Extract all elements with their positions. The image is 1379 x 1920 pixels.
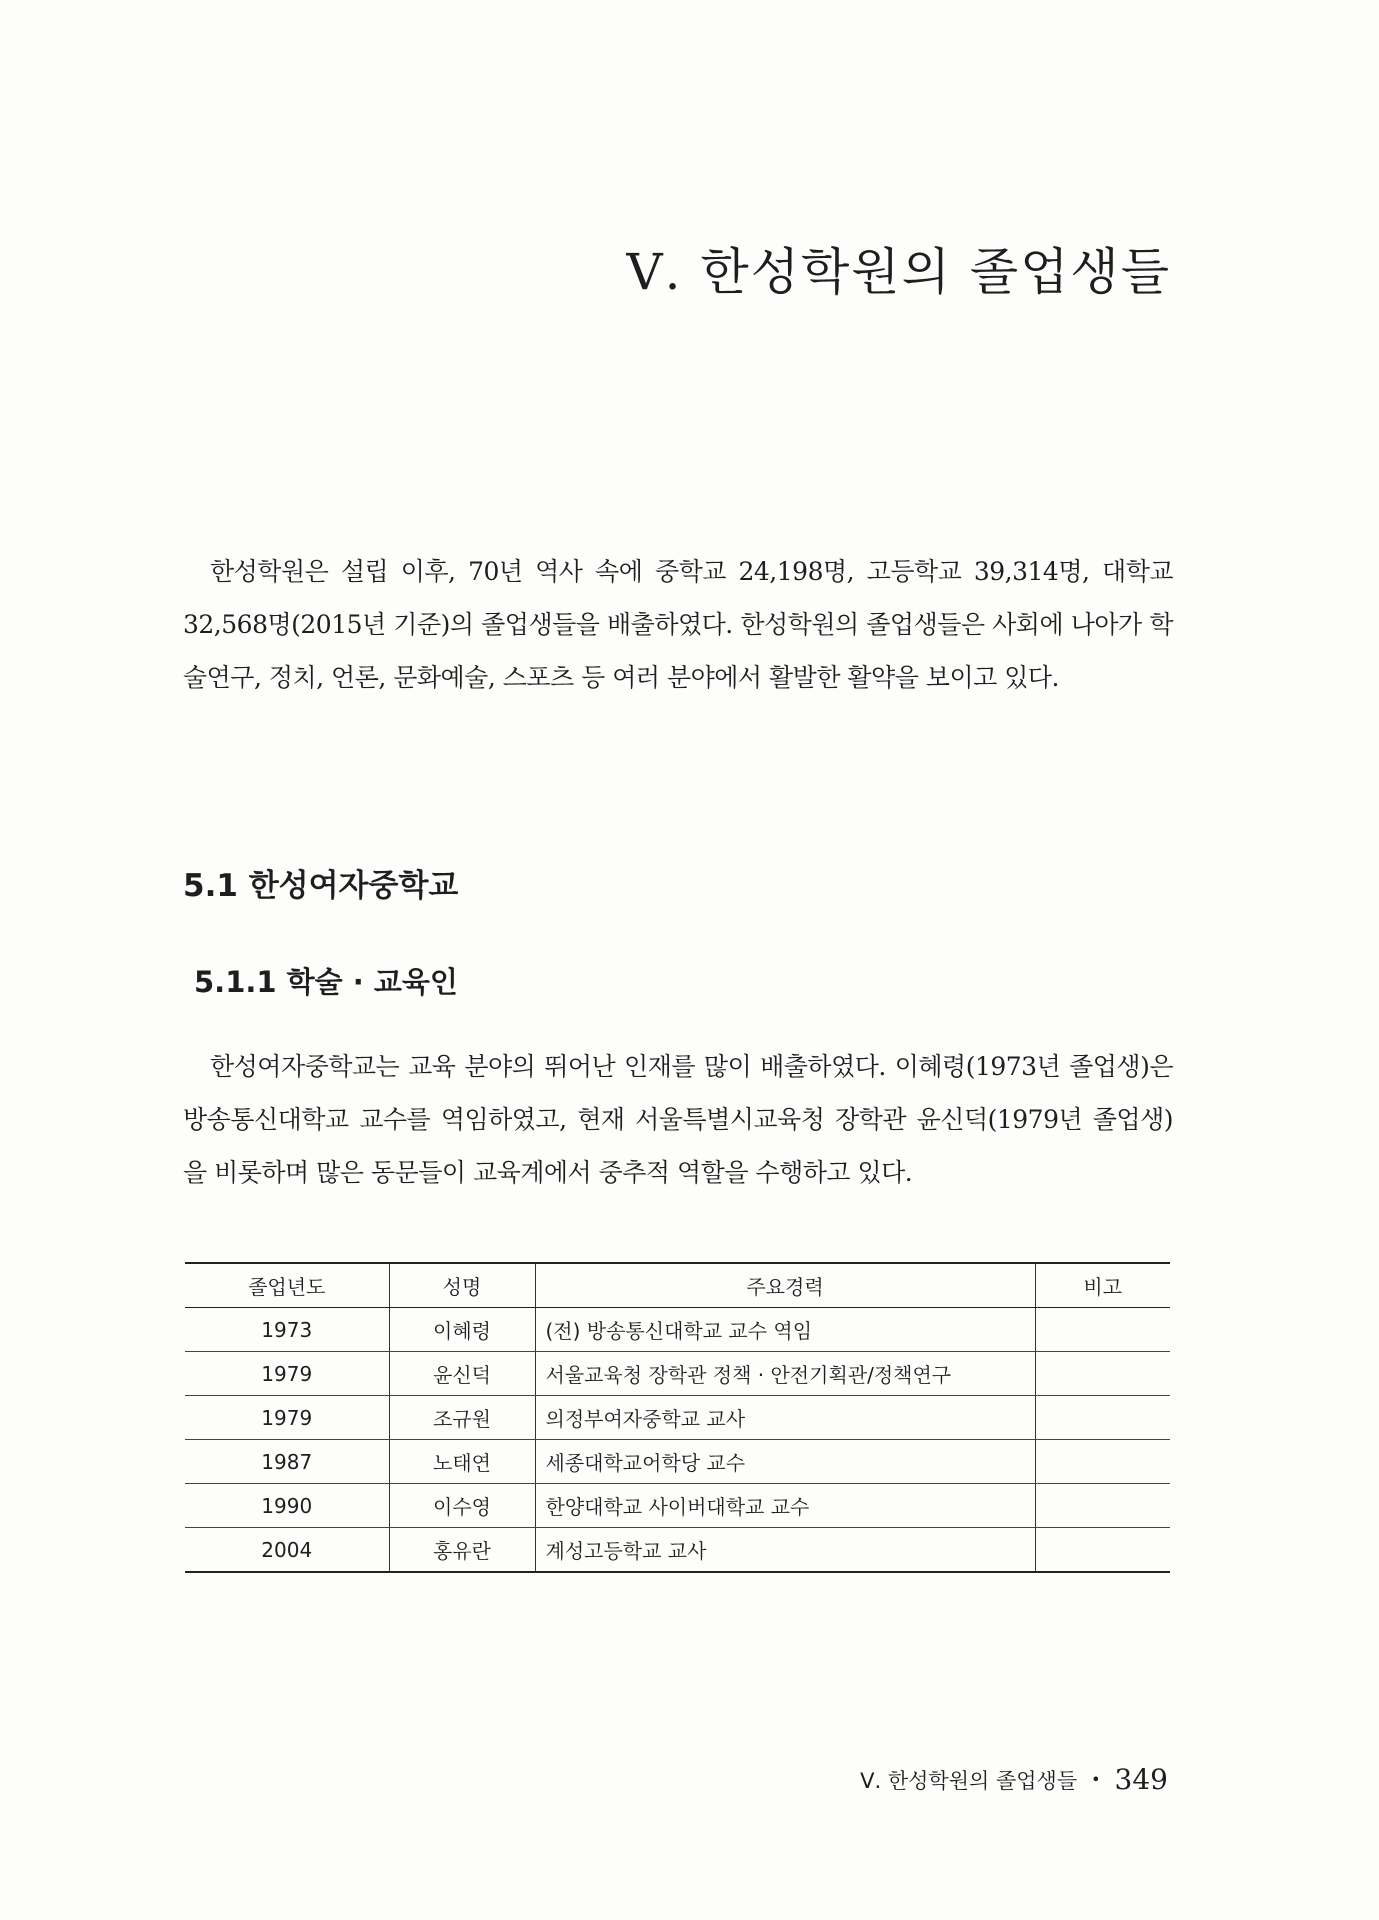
cell-name: 홍유란 (389, 1528, 535, 1573)
cell-name: 윤신덕 (389, 1352, 535, 1396)
body-paragraph: 한성여자중학교는 교육 분야의 뛰어난 인재를 많이 배출하였다. 이혜령(1973년 졸업생)은 방송통신대학교 교수를 역임하였고, 현재 서울특별시교육청 장학관 윤신덕(1979년 졸업생)을 비롯하며 많은 동문들이 교육계에서 중추적 역할을 수행하고 있다. (183, 1052, 1173, 1187)
page-number: 349 (1114, 1763, 1168, 1796)
table-row (185, 1528, 1170, 1573)
cell-note (1035, 1396, 1170, 1440)
table-row (185, 1352, 1170, 1396)
header-note: 비고 (1035, 1263, 1170, 1308)
header-career: 주요경력 (535, 1263, 1035, 1308)
page-footer (860, 1763, 1168, 1796)
cell-career: (전) 방송통신대학교 교수 역임 (535, 1308, 1035, 1352)
cell-year: 1990 (185, 1484, 389, 1528)
cell-career: 세종대학교어학당 교수 (535, 1440, 1035, 1484)
graduates-table (185, 1262, 1170, 1573)
cell-year: 1987 (185, 1440, 389, 1484)
header-year: 졸업년도 (185, 1263, 389, 1308)
cell-name: 이수영 (389, 1484, 535, 1528)
chapter-title: Ⅴ. 한성학원의 졸업생들 (626, 243, 1171, 301)
cell-year: 1979 (185, 1352, 389, 1396)
header-name: 성명 (389, 1263, 535, 1308)
cell-year: 1979 (185, 1396, 389, 1440)
table-row (185, 1308, 1170, 1352)
cell-note (1035, 1440, 1170, 1484)
intro-paragraph: 한성학원은 설립 이후, 70년 역사 속에 중학교 24,198명, 고등학교 39,314명, 대학교 32,568명(2015년 기준)의 졸업생들을 배출하였다. 한성학원의 졸업생들은 사회에 나아가 학술연구, 정치, 언론, 문화예술, 스포츠 등 여러 분야에서 활발한 활약을 보이고 있다. (183, 557, 1173, 692)
cell-year: 2004 (185, 1528, 389, 1573)
cell-name: 이혜령 (389, 1308, 535, 1352)
cell-note (1035, 1528, 1170, 1573)
cell-career: 계성고등학교 교사 (535, 1528, 1035, 1573)
cell-career: 한양대학교 사이버대학교 교수 (535, 1484, 1035, 1528)
cell-year: 1973 (185, 1308, 389, 1352)
table-row (185, 1396, 1170, 1440)
cell-career: 의정부여자중학교 교사 (535, 1396, 1035, 1440)
cell-note (1035, 1352, 1170, 1396)
table-row (185, 1484, 1170, 1528)
bullet-separator: • (1091, 1770, 1101, 1789)
cell-name: 조규원 (389, 1396, 535, 1440)
subsection-heading: 5.1.1 학술 · 교육인 (194, 965, 458, 999)
cell-career: 서울교육청 장학관 정책 · 안전기획관/정책연구 (535, 1352, 1035, 1396)
cell-note (1035, 1484, 1170, 1528)
cell-name: 노태연 (389, 1440, 535, 1484)
running-title: Ⅴ. 한성학원의 졸업생들 (860, 1768, 1078, 1793)
table-row (185, 1440, 1170, 1484)
section-heading: 5.1 한성여자중학교 (183, 868, 459, 904)
cell-note (1035, 1308, 1170, 1352)
table-header-row (185, 1263, 1170, 1308)
